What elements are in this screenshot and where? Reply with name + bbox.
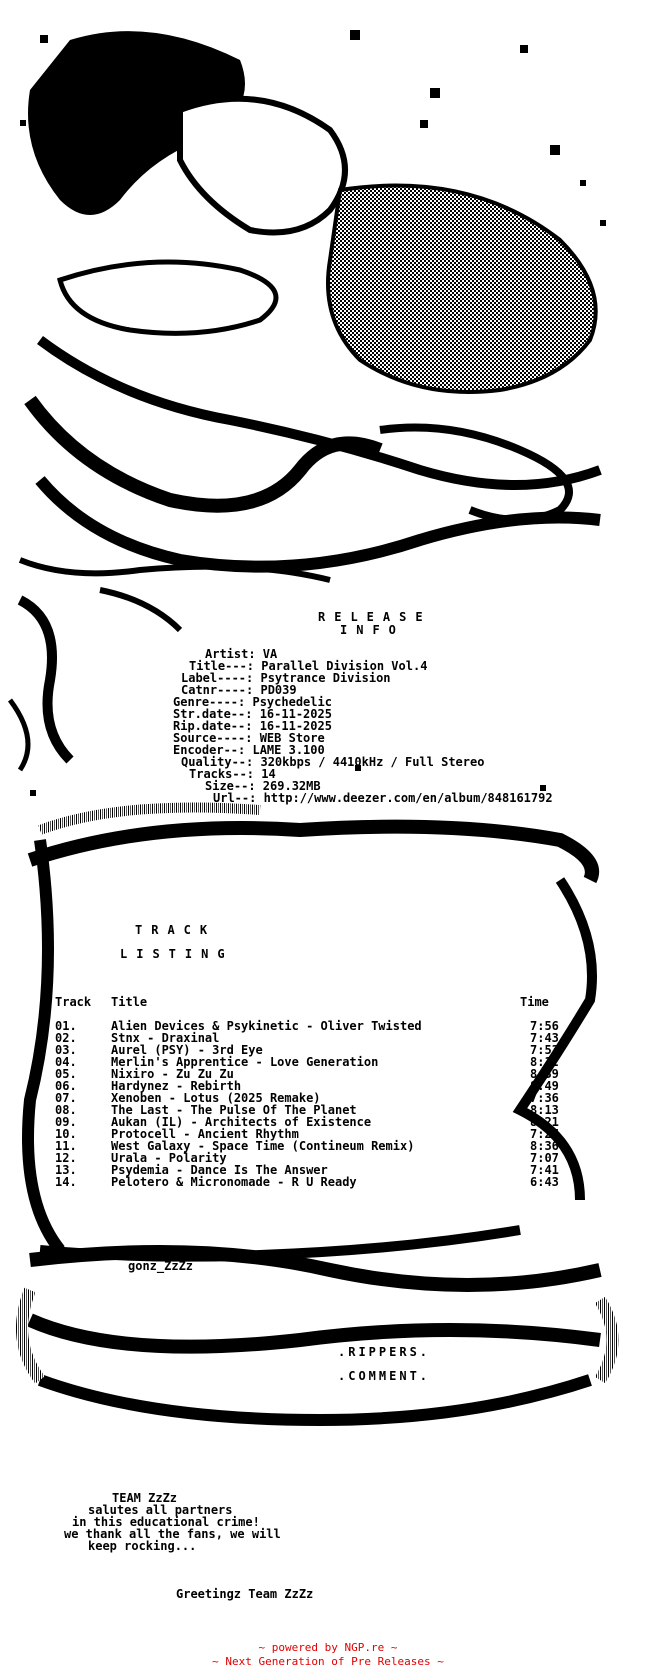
track-number: 14.	[55, 1175, 77, 1189]
track-title: The Last - The Pulse Of The Planet	[111, 1103, 357, 1117]
track-title: Alien Devices & Psykinetic - Oliver Twisted	[111, 1019, 422, 1033]
release-header-line2: INFO	[340, 623, 405, 637]
track-column-number: Track	[55, 995, 92, 1009]
track-time: 8:13	[530, 1103, 559, 1117]
greetings-text: Greetingz Team ZzZz	[176, 1587, 314, 1601]
ascii-credit-line2: gonz_ZzZz	[128, 1259, 194, 1273]
side-swirl-art	[10, 590, 180, 770]
track-title: Xenoben - Lotus (2025 Remake)	[111, 1091, 321, 1105]
track-title: Aurel (PSY) - 3rd Eye	[111, 1043, 263, 1057]
track-number: 03.	[55, 1043, 77, 1057]
track-number: 05.	[55, 1067, 77, 1081]
comment-line: we thank all the fans, we will	[64, 1527, 281, 1541]
track-number: 13.	[55, 1163, 77, 1177]
footer-tagline: ~ Next Generation of Pre Releases ~	[212, 1655, 444, 1668]
track-column-title: Title	[111, 995, 148, 1009]
release-info-row: Artist: VA	[205, 647, 278, 661]
release-info-row: Encoder--: LAME 3.100	[173, 743, 325, 757]
track-time: 7:53	[530, 1043, 559, 1057]
track-time: 8:21	[530, 1115, 559, 1129]
track-title: Merlin's Apprentice - Love Generation	[111, 1055, 379, 1069]
release-info-row: Source----: WEB Store	[173, 731, 325, 745]
track-title: Hardynez - Rebirth	[111, 1079, 242, 1093]
track-time: 7:27	[530, 1127, 559, 1141]
track-time: 8:36	[530, 1139, 559, 1153]
track-number: 08.	[55, 1103, 77, 1117]
track-title: Psydemia - Dance Is The Answer	[111, 1163, 328, 1177]
track-number: 09.	[55, 1115, 77, 1129]
rippers-header-line2: .COMMENT.	[338, 1369, 431, 1383]
track-time: 7:56	[530, 1019, 559, 1033]
release-info-row: Str.date--: 16-11-2025	[173, 707, 332, 721]
comment-frame	[22, 1252, 613, 1420]
track-number: 11.	[55, 1139, 77, 1153]
release-info-row: Tracks--: 14	[189, 767, 276, 781]
track-number: 01.	[55, 1019, 77, 1033]
track-number: 06.	[55, 1079, 77, 1093]
release-info-row: Size--: 269.32MB	[205, 779, 321, 793]
footer-powered-by: ~ powered by NGP.re ~	[258, 1641, 398, 1654]
track-time: 7:36	[530, 1091, 559, 1105]
release-info-row: Url--: http://www.deezer.com/en/album/848161792	[213, 791, 553, 805]
track-number: 12.	[55, 1151, 77, 1165]
top-portrait-art	[20, 31, 600, 580]
track-time: 7:43	[530, 1031, 559, 1045]
track-number: 04.	[55, 1055, 77, 1069]
release-header-line1: RELEASE	[318, 610, 432, 624]
comment-line: salutes all partners	[88, 1503, 233, 1517]
track-column-time: Time	[520, 995, 549, 1009]
comment-line: keep rocking...	[88, 1539, 197, 1553]
track-header-line1: TRACK	[135, 923, 217, 937]
track-title: Pelotero & Micronomade - R U Ready	[111, 1175, 357, 1189]
release-info-row: Catnr----: PD039	[181, 683, 297, 697]
release-info-row: Genre----: Psychedelic	[173, 695, 332, 709]
track-title: Aukan (IL) - Architects of Existence	[111, 1115, 372, 1129]
release-info-row: Rip.date--: 16-11-2025	[173, 719, 332, 733]
track-time: 7:41	[530, 1163, 559, 1177]
track-title: West Galaxy - Space Time (Contineum Remix)	[111, 1139, 415, 1153]
release-info-row: Title---: Parallel Division Vol.4	[189, 659, 428, 673]
track-time: 8:12	[530, 1055, 559, 1069]
ascii-credit-line1: ASCii by	[128, 1247, 186, 1261]
track-title: Nixiro - Zu Zu Zu	[111, 1067, 234, 1081]
track-title: Stnx - Draxinal	[111, 1031, 220, 1045]
track-header-line2: LISTING	[120, 947, 234, 961]
track-title: Urala - Polarity	[111, 1151, 227, 1165]
track-time: 8:49	[530, 1079, 559, 1093]
track-title: Protocell - Ancient Rhythm	[111, 1127, 299, 1141]
track-time: 8:39	[530, 1067, 559, 1081]
track-time: 7:07	[530, 1151, 559, 1165]
track-time: 6:43	[530, 1175, 559, 1189]
comment-line: TEAM ZzZz	[112, 1491, 178, 1505]
comment-line: in this educational crime!	[72, 1515, 260, 1529]
rippers-header-line1: .RIPPERS.	[338, 1345, 431, 1359]
track-number: 07.	[55, 1091, 77, 1105]
release-info-row: Quality--: 320kbps / 4410kHz / Full Stereo	[181, 755, 485, 769]
release-info-row: Label----: Psytrance Division	[181, 671, 391, 685]
track-number: 10.	[55, 1127, 77, 1141]
track-number: 02.	[55, 1031, 77, 1045]
